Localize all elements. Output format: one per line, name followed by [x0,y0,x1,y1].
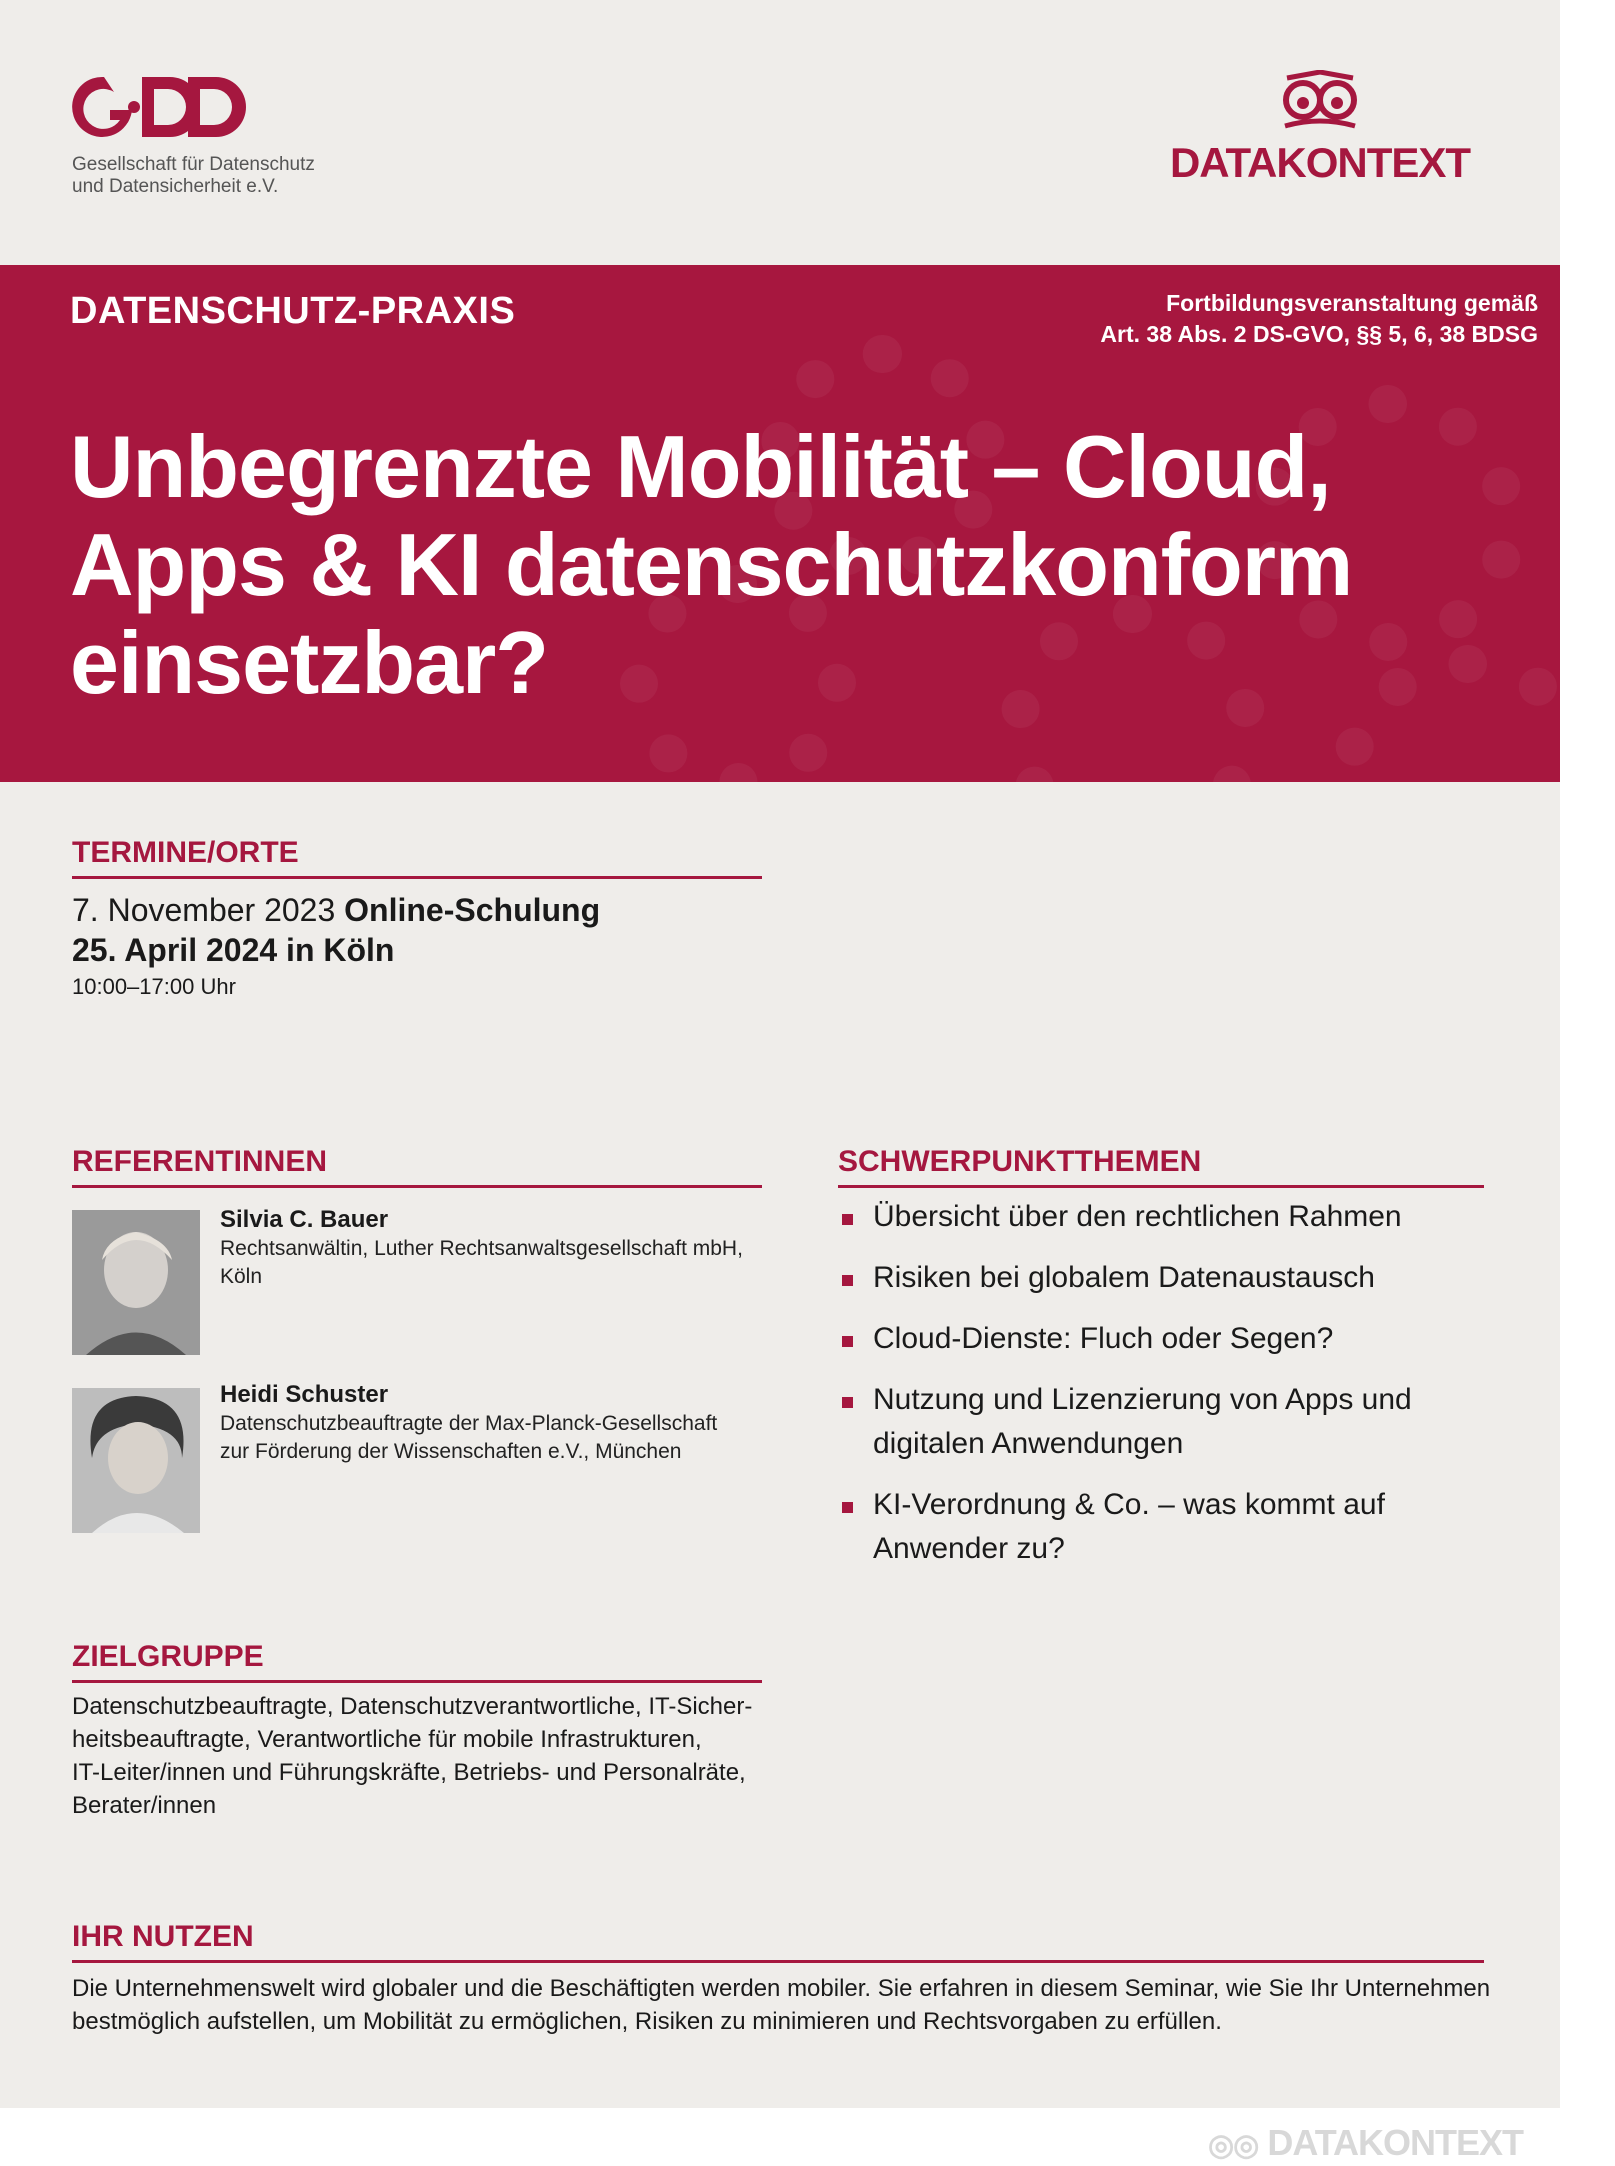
zielgruppe-line: heitsbeauftragte, Verantwortliche für mobile Infrastrukturen, [72,1726,702,1753]
speaker-role: Köln [220,1265,263,1288]
page-title [70,418,1510,712]
list-item: KI-Verordnung & Co. – was kommt auf Anwender zu? [838,1483,1498,1571]
speaker-role: zur Förderung der Wissenschaften e.V., München [220,1440,682,1463]
termine-time: 10:00–17:00 Uhr [72,974,236,999]
gdd-subtitle-line: und Datensicherheit e.V. [72,176,279,197]
zielgruppe-line: Berater/innen [72,1792,217,1819]
gdd-subtitle-line: Gesellschaft für Datenschutz [72,154,315,175]
list-item: Übersicht über den rechtlichen Rahmen [838,1195,1498,1239]
nutzen-text [72,1972,1512,2038]
termine-date-1 [72,890,772,930]
referenten-heading: REFERENTINNEN [72,1145,762,1188]
schwerpunkte-heading: SCHWERPUNKTTHEMEN [838,1145,1484,1188]
speaker-2 [220,1380,780,1466]
speaker-role: Rechtsanwältin, Luther Rechtsanwaltsgesellschaft mbH, [220,1237,743,1260]
speaker-name: Silvia C. Bauer [220,1206,389,1233]
datakontext-wordmark: DATAKONTEXT [1169,139,1471,186]
gdd-logo [70,72,250,147]
series-label: DATENSCHUTZ-PRAXIS [70,290,516,332]
certification-note-line: Fortbildungsveranstaltung gemäß [1166,290,1538,316]
speaker-role: Datenschutzbeauftragte der Max-Planck-Gesellschaft [220,1412,718,1435]
termine-heading: TERMINE/ORTE [72,836,762,879]
date-text: 7. November 2023 [72,892,336,928]
avatar [72,1388,200,1533]
termine-block [72,890,772,1004]
owl-logo-icon [1275,70,1365,130]
title-line: Unbegrenzte Mobilität – Cloud, [70,417,1331,516]
list-item: Risiken bei globalem Datenaustausch [838,1256,1498,1300]
list-item: Nutzung und Lizenzierung von Apps und digitalen Anwendungen [838,1378,1498,1466]
certification-note-line: Art. 38 Abs. 2 DS-GVO, §§ 5, 6, 38 BDSG [1100,321,1538,347]
speaker-1 [220,1205,780,1291]
zielgruppe-line: Datenschutzbeauftragte, Datenschutzverantwortliche, IT-Sicher- [72,1693,753,1720]
footer-logo [1208,2122,1523,2164]
title-line: einsetzbar? [70,613,549,712]
zielgruppe-heading: ZIELGRUPPE [72,1640,762,1683]
list-item: Cloud-Dienste: Fluch oder Segen? [838,1317,1498,1361]
topic-list [838,1195,1498,1588]
owl-logo-icon: ◎◎ [1208,2129,1259,2162]
zielgruppe-line: IT-Leiter/innen und Führungskräfte, Betriebs- und Personalräte, [72,1759,746,1786]
footer-wordmark: DATAKONTEXT [1267,2122,1524,2163]
gdd-subtitle [72,154,315,198]
nutzen-heading: IHR NUTZEN [72,1920,1484,1963]
termine-date-2: 25. April 2024 in Köln [72,932,395,968]
nutzen-line: Die Unternehmenswelt wird globaler und die Beschäftigten werden mobiler. Sie erfahren in diesem Seminar, wie Sie Ihr Unternehmen [72,1975,1491,2002]
speaker-name: Heidi Schuster [220,1381,389,1408]
zielgruppe-text [72,1690,792,1822]
place-text: Online-Schulung [344,892,601,928]
certification-note [1098,288,1538,350]
title-line: Apps & KI datenschutzkonform [70,515,1353,614]
page-margin [1560,0,1615,2166]
datakontext-logo [1158,70,1482,187]
nutzen-line: bestmöglich aufstellen, um Mobilität zu ermöglichen, Risiken zu minimieren und Rechtsvorgaben zu erfüllen. [72,2008,1222,2035]
avatar [72,1210,200,1355]
